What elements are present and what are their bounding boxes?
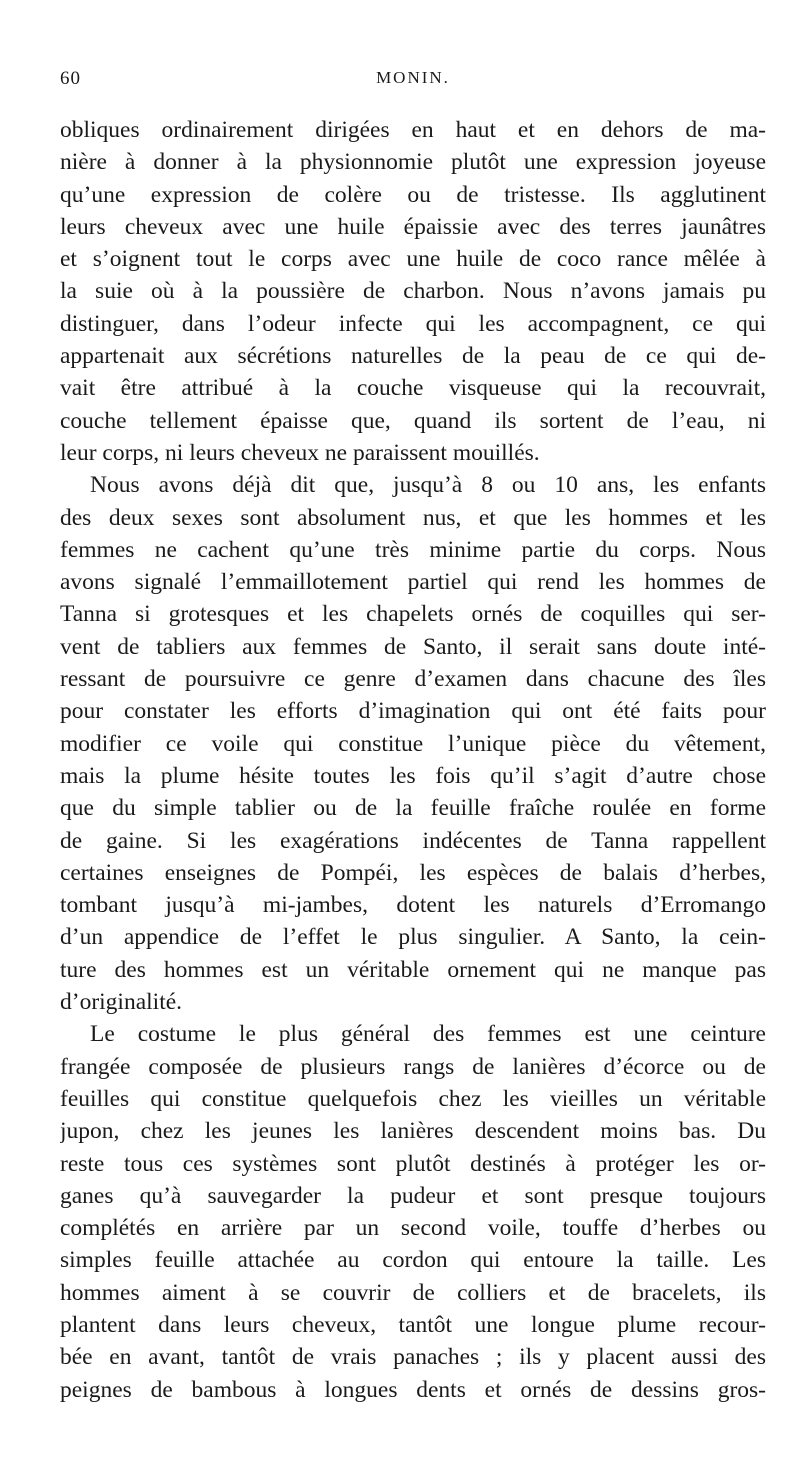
text-line: modifier ce voile qui constitue l’unique pièce du vêtement, [60,730,766,757]
text-line: pour constater les efforts d’imagination qui ont été faits pour [60,698,766,725]
text-line: appartenait aux sécrétions naturelles de la peau de ce qui de- [60,343,766,370]
text-line: Tanna si grotesques et les chapelets ornés de coquilles qui ser- [60,601,766,628]
page-header [60,68,766,96]
text-line: peignes de bambous à longues dents et ornés de dessins gros- [60,1376,766,1403]
text-line: frangée composée de plusieurs rangs de lanières d’écorce ou de [60,1053,766,1080]
text-line: obliques ordinairement dirigées en haut et en dehors de ma- [60,117,766,143]
text-line: nière à donner à la physionnomie plutôt une expression joyeuse [60,149,766,176]
text-line: femmes ne cachent qu’une très minime partie du corps. Nous [60,536,766,563]
text-line: leurs cheveux avec une huile épaissie avec des terres jaunâtres [60,213,766,240]
page-number: 60 [60,68,81,89]
text-line: Le costume le plus général des femmes est une ceinture [90,1021,766,1048]
text-line: distinguer, dans l’odeur infecte qui les accompagnent, ce qui [60,310,766,337]
text-line: tombant jusqu’à mi-jambes, dotent les naturels d’Erromango [60,892,766,919]
text-line: plantent dans leurs cheveux, tantôt une longue plume recour- [60,1311,766,1338]
text-line: mais la plume hésite toutes les fois qu’il s’agit d’autre chose [60,762,766,789]
text-line: simples feuille attachée au cordon qui entoure la taille. Les [60,1247,766,1274]
text-line: la suie où à la poussière de charbon. Nous n’avons jamais pu [60,278,766,305]
text-line: reste tous ces systèmes sont plutôt destinés à protéger les or- [60,1150,766,1177]
running-head: MONIN. [376,68,450,87]
text-line: ture des hommes est un véritable ornement qui ne manque pas [60,956,766,983]
text-line: leur corps, ni leurs cheveux ne paraissent mouillés. [60,439,540,466]
text-line: jupon, chez les jeunes les lanières descendent moins bas. Du [60,1118,766,1145]
text-line: d’originalité. [60,989,183,1016]
text-line: des deux sexes sont absolument nus, et que les hommes et les [60,504,766,531]
body-text [60,114,766,1406]
text-line: vait être attribué à la couche visqueuse qui la recouvrait, [60,375,766,402]
text-line: couche tellement épaisse que, quand ils sortent de l’eau, ni [60,407,766,434]
text-line: vent de tabliers aux femmes de Santo, il serait sans doute inté- [60,633,766,660]
book-page [60,68,766,1406]
text-line: hommes aiment à se couvrir de colliers et de bracelets, ils [60,1279,766,1306]
text-line: qu’une expression de colère ou de tristesse. Ils agglutinent [60,181,766,208]
text-line: feuilles qui constitue quelquefois chez les vieilles un véritable [60,1085,766,1112]
text-line: et s’oignent tout le corps avec une huile de coco rance mêlée à [60,246,766,273]
text-line: certaines enseignes de Pompéi, les espèces de balais d’herbes, [60,859,766,886]
text-line: Nous avons déjà dit que, jusqu’à 8 ou 10 ans, les enfants [90,472,766,499]
text-line: ganes qu’à sauvegarder la pudeur et sont presque toujours [60,1182,766,1209]
text-line: d’un appendice de l’effet le plus singulier. A Santo, la cein- [60,924,766,951]
text-line: que du simple tablier ou de la feuille fraîche roulée en forme [60,795,766,822]
text-line: avons signalé l’emmaillotement partiel qui rend les hommes de [60,569,766,596]
text-line: ressant de poursuivre ce genre d’examen dans chacune des îles [60,666,766,693]
text-line: de gaine. Si les exagérations indécentes de Tanna rappellent [60,827,766,854]
text-line: bée en avant, tantôt de vrais panaches ; ils y placent aussi des [60,1344,766,1371]
text-line: complétés en arrière par un second voile, touffe d’herbes ou [60,1215,766,1242]
